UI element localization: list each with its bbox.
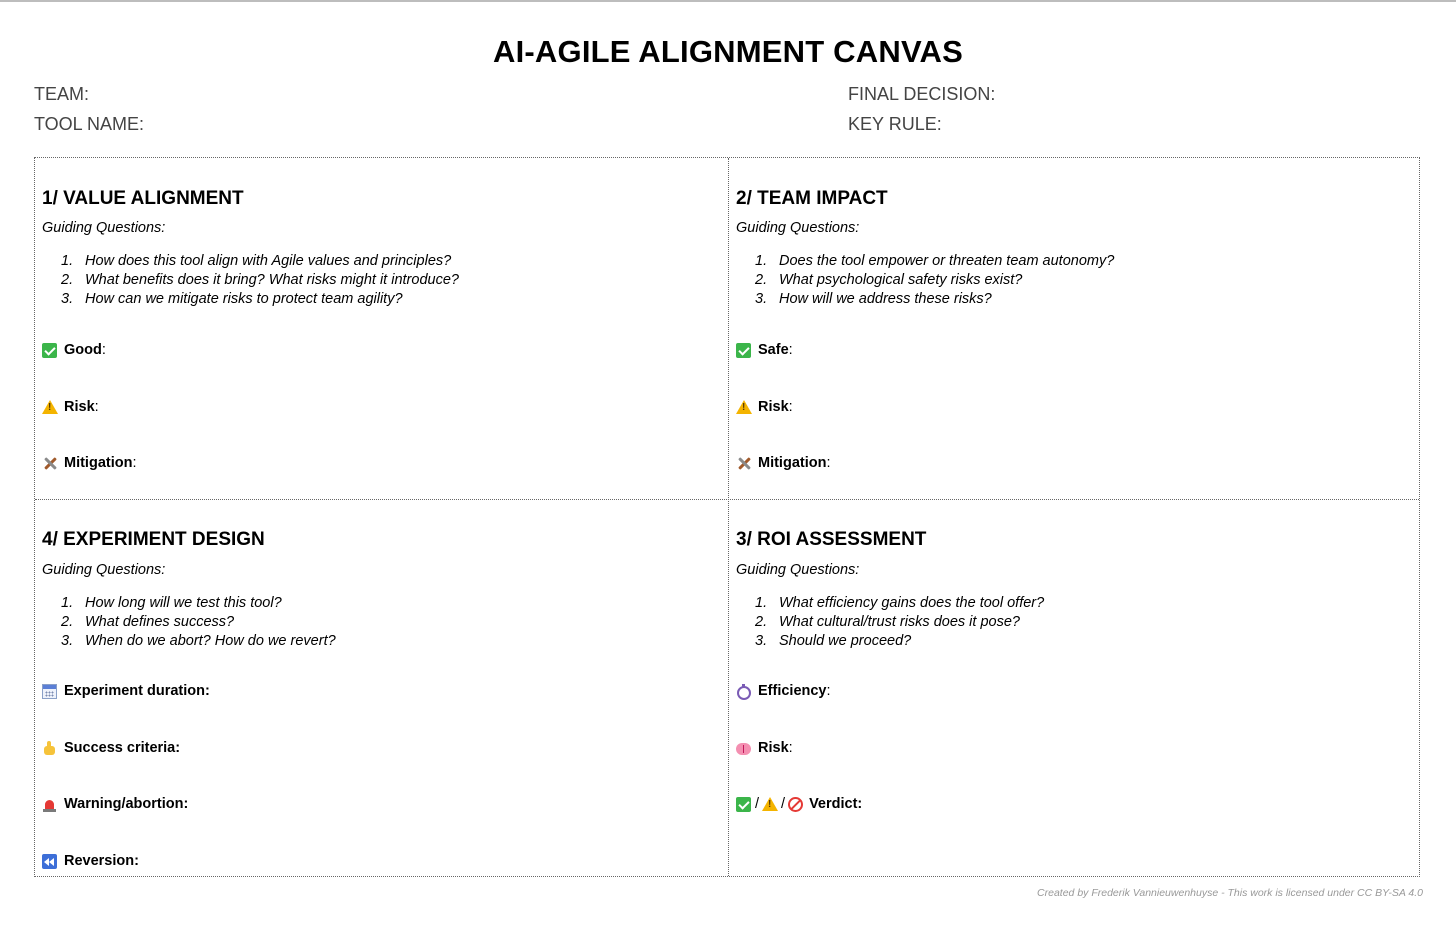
section-title: 3/ ROI ASSESSMENT <box>736 529 927 550</box>
list-item: 3. Should we proceed? <box>755 633 912 649</box>
siren-icon <box>42 797 57 812</box>
warning-icon <box>762 797 778 811</box>
section-title: 2/ TEAM IMPACT <box>736 188 888 209</box>
team-impact-section <box>729 158 1421 499</box>
risk-field[interactable]: ! Risk : <box>736 399 793 415</box>
list-item: 3. How will we address these risks? <box>755 291 992 307</box>
roi-assessment-section <box>729 500 1421 878</box>
warning-abortion-field[interactable]: Warning/abortion: <box>42 796 188 812</box>
good-field[interactable]: Good : <box>42 342 106 358</box>
team-label: TEAM: <box>34 84 90 104</box>
verdict-separator: / <box>755 796 760 812</box>
tools-icon <box>736 456 751 471</box>
check-icon <box>736 797 751 812</box>
guiding-questions-label: Guiding Questions: <box>42 220 166 236</box>
list-item: 1. Does the tool empower or threaten team autonomy? <box>755 253 1115 269</box>
canvas-grid <box>34 157 1420 877</box>
list-item: 2. What benefits does it bring? What risks might it introduce? <box>61 272 459 288</box>
success-criteria-field[interactable]: Success criteria: <box>42 740 180 756</box>
guiding-questions-label: Guiding Questions: <box>42 562 166 578</box>
mitigation-field[interactable]: Mitigation : <box>736 455 831 471</box>
list-item: 1. How does this tool align with Agile values and principles? <box>61 253 452 269</box>
check-icon <box>42 343 57 358</box>
tool-name-label: TOOL NAME: <box>34 114 145 134</box>
reversion-field[interactable]: Reversion: <box>42 853 139 869</box>
list-item: 2. What psychological safety risks exist? <box>755 272 1023 288</box>
question-list <box>61 594 336 651</box>
list-item: 2. What cultural/trust risks does it pose? <box>755 614 1020 630</box>
rewind-icon <box>42 854 57 869</box>
list-item: 1. What efficiency gains does the tool offer? <box>755 595 1045 611</box>
list-item: 2. What defines success? <box>61 614 235 630</box>
question-list <box>755 594 1044 651</box>
final-decision-label: FINAL DECISION: <box>848 84 996 104</box>
section-title: 1/ VALUE ALIGNMENT <box>42 188 244 209</box>
calendar-icon <box>42 684 57 699</box>
key-rule-label: KEY RULE: <box>848 114 942 134</box>
experiment-design-section <box>35 500 728 878</box>
list-item: 1. How long will we test this tool? <box>61 595 282 611</box>
risk-field[interactable]: ! Risk : <box>42 399 99 415</box>
question-list <box>755 252 1114 309</box>
license-footer: Created by Frederik Vannieuwenhuyse - This work is licensed under CC BY-SA 4.0 <box>1037 887 1423 899</box>
warning-icon <box>42 400 58 414</box>
thumbs-up-icon <box>42 741 57 756</box>
guiding-questions-label: Guiding Questions: <box>736 562 860 578</box>
mitigation-field[interactable]: Mitigation : <box>42 455 137 471</box>
experiment-duration-field[interactable]: Experiment duration: <box>42 683 210 699</box>
stopwatch-icon <box>736 684 751 699</box>
verdict-separator: / <box>781 796 786 812</box>
check-icon <box>736 343 751 358</box>
top-border <box>0 0 1456 2</box>
guiding-questions-label: Guiding Questions: <box>736 220 860 236</box>
verdict-field[interactable]: / ! / Verdict: <box>736 796 862 812</box>
no-entry-icon <box>788 797 803 812</box>
warning-icon <box>736 400 752 414</box>
list-item: 3. How can we mitigate risks to protect team agility? <box>61 291 403 307</box>
brain-icon <box>736 743 751 755</box>
efficiency-field[interactable]: Efficiency : <box>736 683 831 699</box>
tools-icon <box>42 456 57 471</box>
list-item: 3. When do we abort? How do we revert? <box>61 633 336 649</box>
risk-field[interactable]: Risk : <box>736 740 793 756</box>
page-title: AI-AGILE ALIGNMENT CANVAS <box>493 34 963 69</box>
question-list <box>61 252 459 309</box>
section-title: 4/ EXPERIMENT DESIGN <box>42 529 265 550</box>
safe-field[interactable]: Safe : <box>736 342 793 358</box>
value-alignment-section <box>35 158 728 499</box>
